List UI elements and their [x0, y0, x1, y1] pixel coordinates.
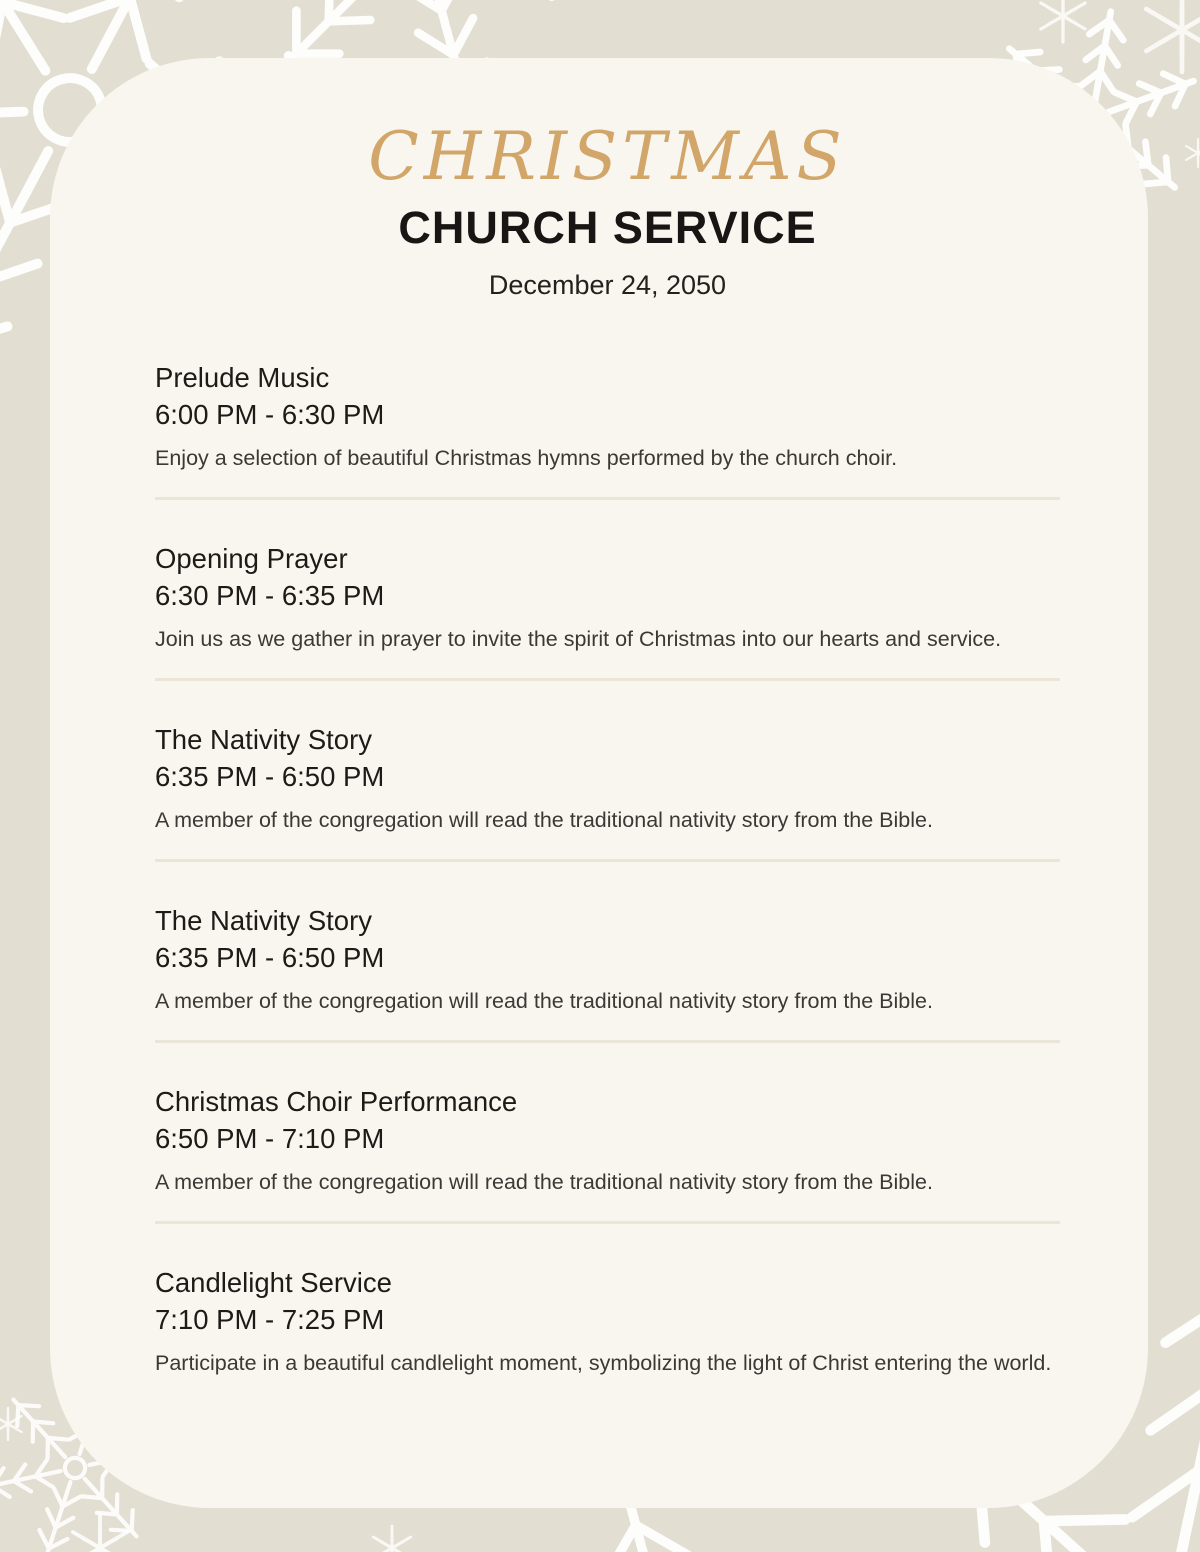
- divider: [155, 678, 1060, 681]
- event-time: 6:30 PM - 6:35 PM: [155, 580, 385, 611]
- event-date: December 24, 2050: [488, 270, 727, 300]
- divider: [155, 1221, 1060, 1224]
- snowflake-icon: [1146, 0, 1200, 72]
- event-description: A member of the congregation will read the traditional nativity story from the Bible.: [155, 808, 933, 832]
- snowflake-icon: [1186, 139, 1200, 167]
- event-title: Candlelight Service: [155, 1267, 392, 1298]
- event-description: Join us as we gather in prayer to invite the spirit of Christmas into our hearts and service.: [155, 627, 1002, 651]
- page-title-script: CHRISTMAS: [368, 118, 847, 195]
- divider: [155, 1040, 1060, 1043]
- divider: [155, 859, 1060, 862]
- event-time: 6:35 PM - 6:50 PM: [155, 761, 385, 792]
- event-title: The Nativity Story: [155, 905, 373, 936]
- event-title: Christmas Choir Performance: [155, 1086, 518, 1117]
- schedule-item: [155, 359, 1060, 500]
- schedule-item: [155, 1264, 1060, 1378]
- schedule-item: [155, 540, 1060, 681]
- snowflake-icon: [73, 1516, 127, 1552]
- event-description: A member of the congregation will read the traditional nativity story from the Bible.: [155, 989, 933, 1013]
- schedule-item: [155, 721, 1060, 862]
- schedule-item: [155, 1083, 1060, 1224]
- event-title: Opening Prayer: [155, 543, 348, 574]
- program-card: [50, 58, 1148, 1508]
- program-header: [155, 118, 1060, 301]
- event-time: 6:00 PM - 6:30 PM: [155, 399, 385, 430]
- event-time: 6:35 PM - 6:50 PM: [155, 942, 385, 973]
- schedule-item: [155, 902, 1060, 1043]
- snowflake-icon: [1041, 0, 1085, 42]
- schedule-list: [155, 359, 1060, 1378]
- event-time: 6:50 PM - 7:10 PM: [155, 1123, 385, 1154]
- event-description: Participate in a beautiful candlelight moment, symbolizing the light of Christ entering the world.: [155, 1351, 1052, 1375]
- event-time: 7:10 PM - 7:25 PM: [155, 1304, 385, 1335]
- event-description: Enjoy a selection of beautiful Christmas hymns performed by the church choir.: [155, 446, 898, 470]
- event-title: The Nativity Story: [155, 724, 373, 755]
- event-description: A member of the congregation will read the traditional nativity story from the Bible.: [155, 1170, 933, 1194]
- page-title-main: CHURCH SERVICE: [398, 202, 817, 253]
- divider: [155, 497, 1060, 500]
- event-title: Prelude Music: [155, 362, 330, 393]
- snowflake-icon: [373, 1526, 410, 1552]
